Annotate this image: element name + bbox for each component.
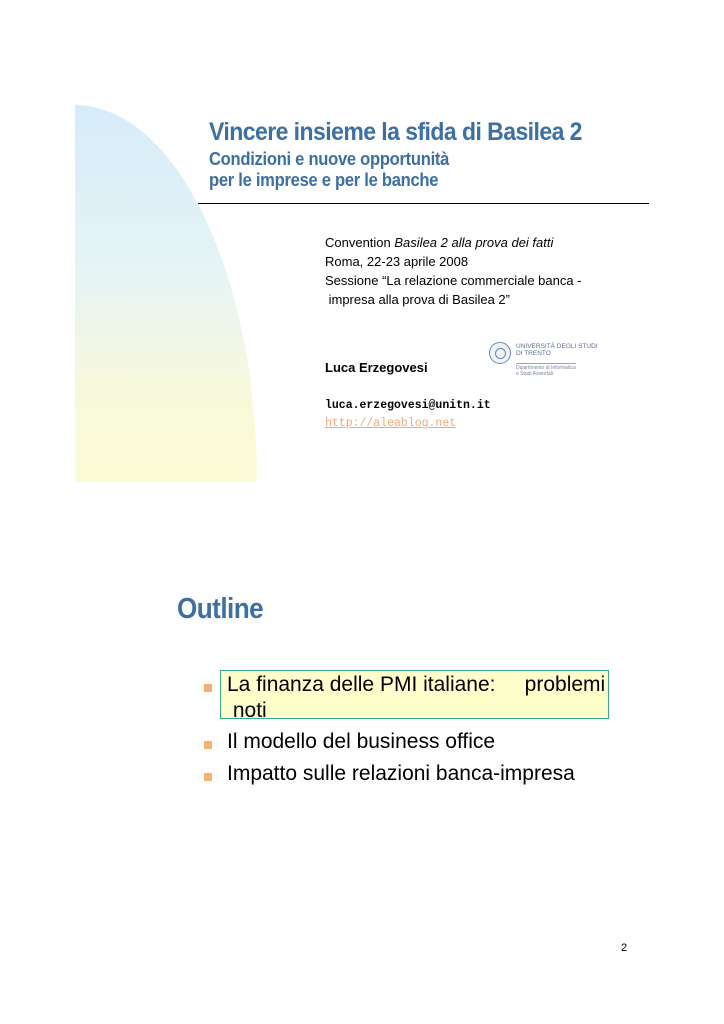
- outline-item-3: Impatto sulle relazioni banca-impresa: [227, 762, 575, 785]
- slide-2: [0, 512, 724, 1024]
- outline-item-1-line-1: La finanza delle PMI italiane: problemi: [227, 673, 606, 696]
- subtitle-line-2: per le imprese e per le banche: [209, 170, 439, 190]
- logo-line-1: UNIVERSITÀ DEGLI STUDI: [516, 343, 598, 350]
- logo-text: [516, 343, 598, 357]
- outline-title: Outline: [177, 593, 264, 625]
- author-email: luca.erzegovesi@unitn.it: [325, 399, 491, 412]
- convention-prefix: Convention: [325, 235, 395, 250]
- university-seal-icon: [489, 342, 511, 364]
- logo-line-2: DI TRENTO: [516, 350, 551, 357]
- logo-sub-line-2: e Studi Aziendali: [516, 371, 553, 377]
- convention-line: [325, 233, 582, 252]
- event-info: [325, 233, 582, 309]
- outline-item-1-line-2: noti: [227, 699, 267, 722]
- author-name: Luca Erzegovesi: [325, 360, 428, 375]
- page-number: 2: [621, 942, 628, 954]
- outline-item-2: Il modello del business office: [227, 730, 496, 753]
- bullet-square-icon: [204, 741, 212, 749]
- slide-title: Vincere insieme la sfida di Basilea 2: [209, 118, 582, 146]
- slide-subtitle: [209, 149, 449, 191]
- bullet-square-icon: [204, 684, 212, 692]
- subtitle-line-1: Condizioni e nuove opportunità: [209, 149, 450, 169]
- session-line-1: Sessione “La relazione commerciale banca -: [325, 273, 582, 288]
- title-divider: [198, 203, 649, 204]
- outline-item-1: [227, 672, 605, 724]
- blog-link[interactable]: http://aleablog.net: [325, 417, 457, 430]
- session-line-2: impresa alla prova di Basilea 2”: [325, 292, 510, 307]
- location-date: Roma, 22-23 aprile 2008: [325, 254, 469, 269]
- logo-sub-line-1: Dipartimento di Informatica: [516, 365, 576, 371]
- logo-department: [516, 363, 576, 377]
- bullet-square-icon: [204, 773, 212, 781]
- convention-name: Basilea 2 alla prova dei fatti: [394, 235, 554, 250]
- university-logo: [489, 342, 598, 378]
